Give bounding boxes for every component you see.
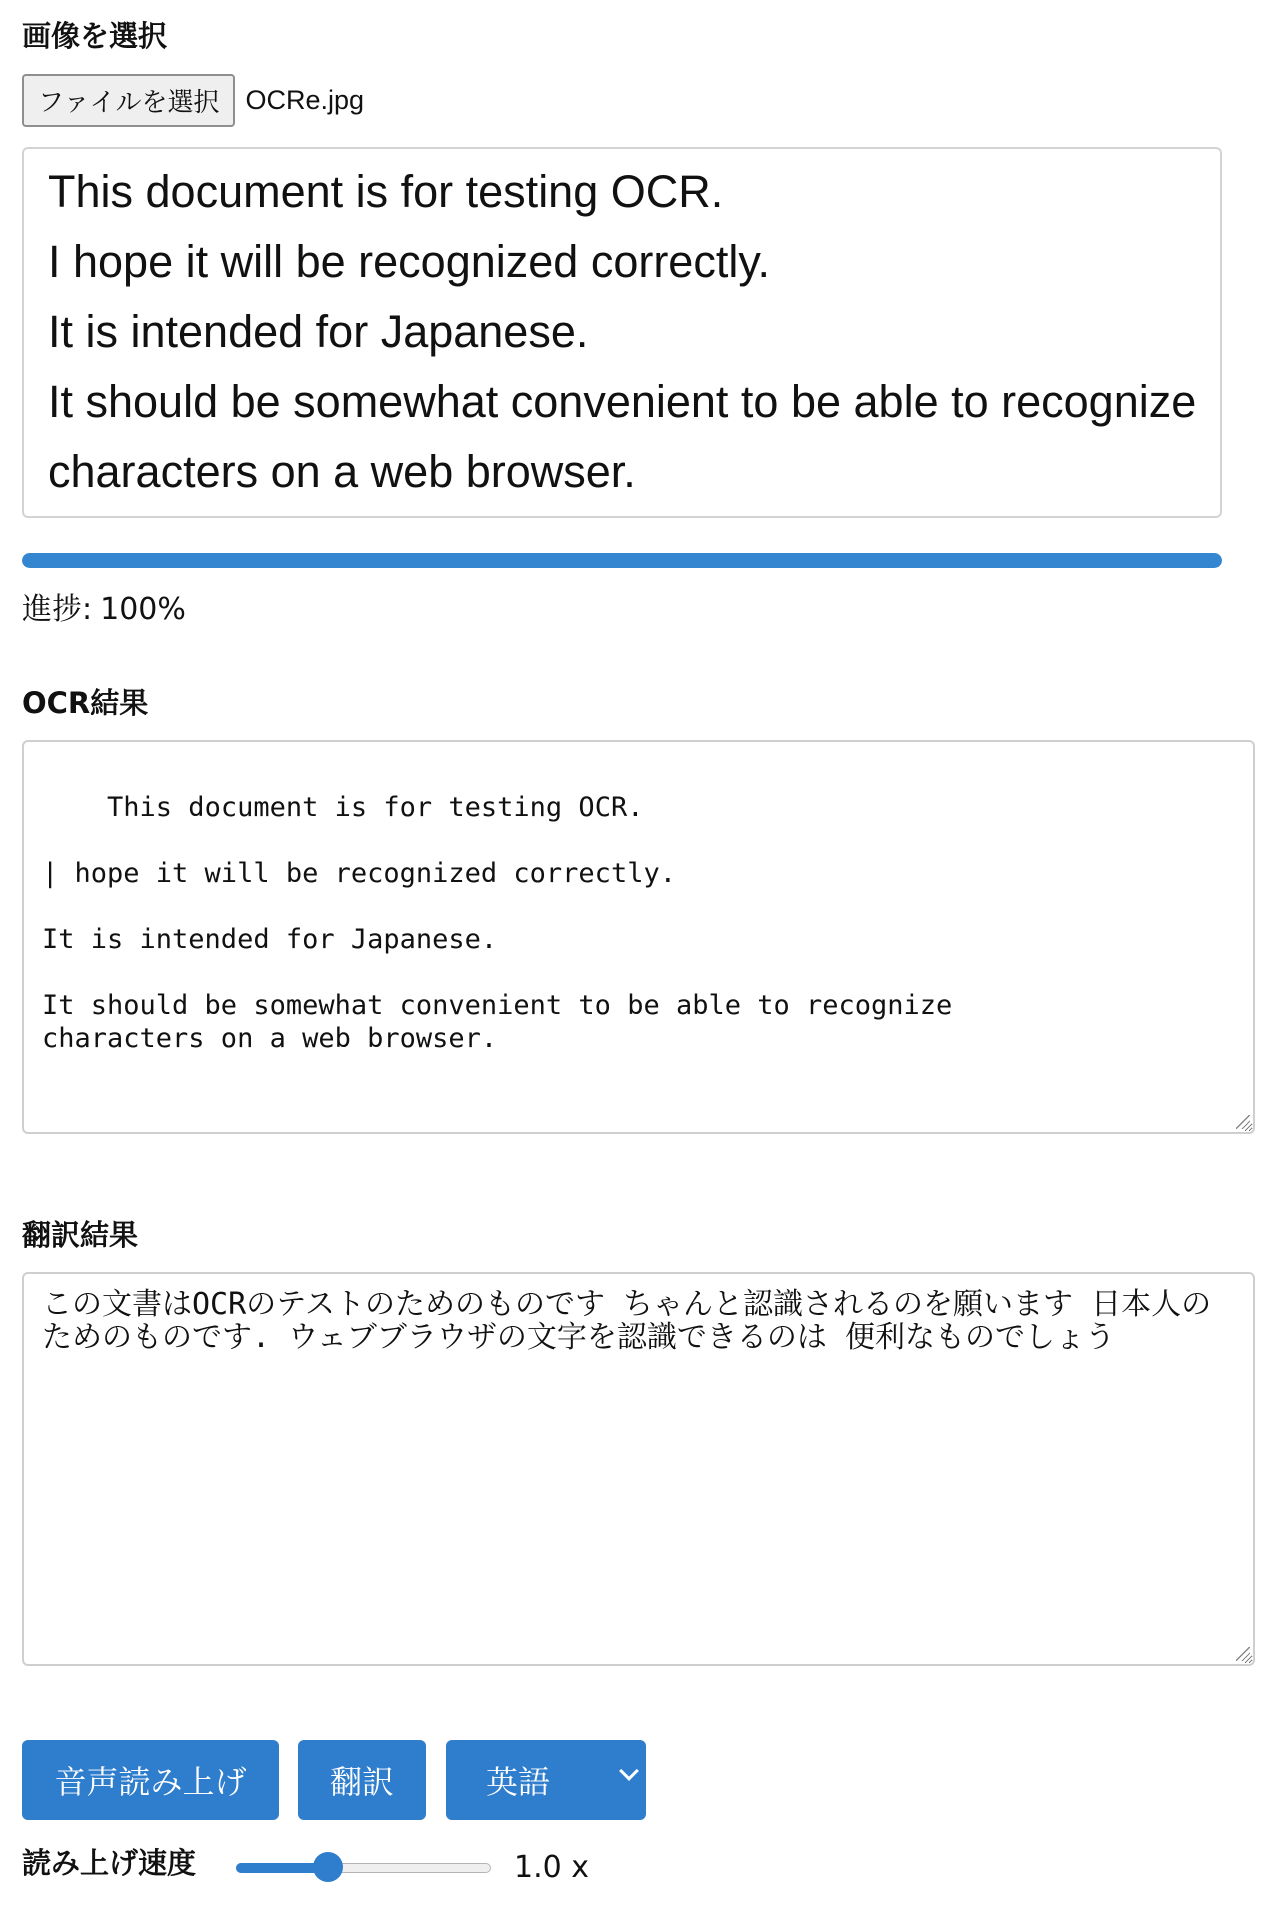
choose-file-button[interactable]: ファイルを選択 — [22, 74, 235, 127]
progress-status — [22, 588, 186, 632]
preview-line: I hope it will be recognized correctly. — [48, 236, 770, 287]
selected-file-name: OCRe.jpg — [245, 85, 365, 115]
progress-bar — [22, 553, 1222, 568]
image-preview — [22, 147, 1222, 518]
speed-slider[interactable] — [236, 1858, 491, 1876]
preview-line: It is intended for Japanese. — [48, 306, 589, 357]
translation-result-text: この文書はOCRのテストのためのものです ちゃんと認識されるのを願います 日本人のためのものです. ウェブブラウザの文字を認識できるのは 便利なものでしょう — [42, 1287, 1212, 1355]
read-aloud-button[interactable]: 音声読み上げ — [22, 1740, 279, 1820]
resize-grip-icon[interactable] — [1236, 1647, 1250, 1661]
speed-label: 読み上げ速度 — [22, 1846, 197, 1880]
preview-line: characters on a web browser. — [48, 446, 636, 497]
language-select-value: 英語 — [486, 1763, 551, 1801]
ocr-result-textarea[interactable] — [22, 740, 1255, 1134]
resize-grip-icon[interactable] — [1236, 1115, 1250, 1129]
file-chooser — [22, 74, 364, 127]
progress-label: 進捗: — [22, 592, 93, 627]
image-select-heading: 画像を選択 — [22, 19, 168, 53]
translate-button[interactable]: 翻訳 — [298, 1740, 426, 1820]
translation-result-heading: 翻訳結果 — [22, 1218, 139, 1252]
speed-value: 1.0 x — [514, 1850, 589, 1885]
progress-percent: 100% — [100, 592, 186, 627]
translation-result-textarea[interactable] — [22, 1272, 1255, 1666]
preview-line: This document is for testing OCR. — [48, 166, 724, 217]
preview-line: It should be somewhat convenient to be able to recognize — [48, 376, 1197, 427]
ocr-result-text: This document is for testing OCR. | hope it will be recognized correctly. It is intended for Japanese. It should be somewhat convenient to be able to recognize characters on a web browser. — [42, 792, 953, 1054]
slider-thumb[interactable] — [313, 1852, 343, 1882]
language-select[interactable] — [446, 1740, 646, 1820]
progress-bar-fill — [22, 553, 1222, 568]
ocr-result-heading: OCR結果 — [22, 686, 149, 720]
chevron-down-icon — [619, 1761, 639, 1781]
